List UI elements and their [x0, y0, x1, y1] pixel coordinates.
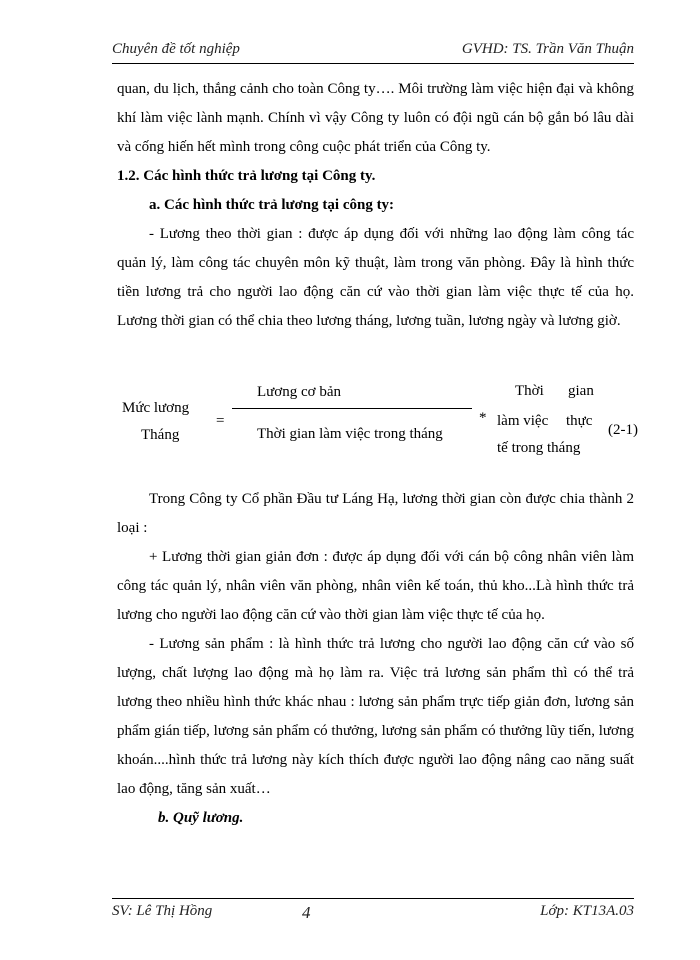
formula-equals: = — [216, 413, 225, 429]
formula-rhs-line3: tế trong tháng — [497, 440, 581, 456]
formula-number: (2-1) — [608, 422, 638, 438]
formula-rhs-line1b: gian — [568, 383, 594, 399]
formula-lhs-line2: Tháng — [141, 427, 180, 443]
page-header — [112, 41, 634, 64]
document-body-bottom — [117, 485, 634, 833]
paragraph-product-wage: - Lương sản phẩm : là hình thức trả lương cho người lao động căn cứ vào số lượng, chất lượng lao động mà họ làm ra. Việc trả lương sản phẩm thì có thể trả lương theo nhiều hình thức khác nhau : lương sản phẩm trực tiếp giản đơn, lương sản phẩm gián tiếp, lương sản phẩm có thưởng, lương sản phẩm có thưởng lũy tiến, lương khoán....hình thức trả lương này kích thích được người lao động nâng cao năng suất lao động, tăng sản xuất… — [117, 636, 634, 797]
footer-student: SV: Lê Thị Hồng — [112, 903, 213, 919]
section-heading-1-2: 1.2. Các hình thức trả lương tại Công ty. — [117, 168, 376, 184]
fraction-bar — [232, 408, 472, 409]
formula-denominator: Thời gian làm việc trong tháng — [257, 426, 443, 442]
formula-times: * — [479, 410, 487, 426]
page-number: 4 — [302, 903, 311, 922]
salary-formula — [117, 376, 638, 466]
subsection-heading-b: b. Quỹ lương. — [158, 810, 244, 826]
formula-lhs-line1: Mức lương — [122, 400, 190, 416]
formula-rhs-line2a: làm việc — [497, 413, 549, 429]
formula-rhs-line1a: Thời — [515, 383, 544, 399]
header-advisor: GVHD: TS. Trần Văn Thuận — [461, 41, 634, 57]
paragraph-simple-time: + Lương thời gian giản đơn : được áp dụng đối với cán bộ công nhân viên làm công tác quản lý, nhân viên văn phòng, nhân viên kế toán, thủ kho...Là hình thức trả lương cho người lao động căn cứ vào thời gian làm việc thực tế của họ. — [117, 549, 634, 623]
header-title: Chuyên đề tốt nghiệp — [112, 41, 240, 57]
document-body-top — [117, 75, 634, 336]
subsection-heading-a: a. Các hình thức trả lương tại công ty: — [149, 197, 395, 213]
formula-numerator: Lương cơ bản — [257, 384, 341, 400]
footer-class: Lớp: KT13A.03 — [540, 903, 634, 919]
paragraph-time-wage: - Lương theo thời gian : được áp dụng đối với những lao động làm công tác quản lý, làm công tác chuyên môn kỹ thuật, làm trong văn phòng. Đây là hình thức tiền lương trả cho người lao động căn cứ vào thời gian làm việc thực tế của họ. Lương thời gian có thể chia theo lương tháng, lương tuần, lương ngày và lương giờ. — [117, 226, 634, 329]
paragraph-intro: quan, du lịch, thắng cảnh cho toàn Công ty…. Môi trường làm việc hiện đại và không khí làm việc lành mạnh. Chính vì vậy Công ty luôn có đội ngũ cán bộ gắn bó lâu dài và cống hiến hết mình trong công cuộc phát triển của Công ty. — [117, 81, 634, 155]
formula-rhs-line2b: thực — [566, 413, 593, 429]
page-footer — [112, 898, 634, 929]
paragraph-company: Trong Công ty Cổ phần Đầu tư Láng Hạ, lương thời gian còn được chia thành 2 loại : — [117, 491, 634, 536]
